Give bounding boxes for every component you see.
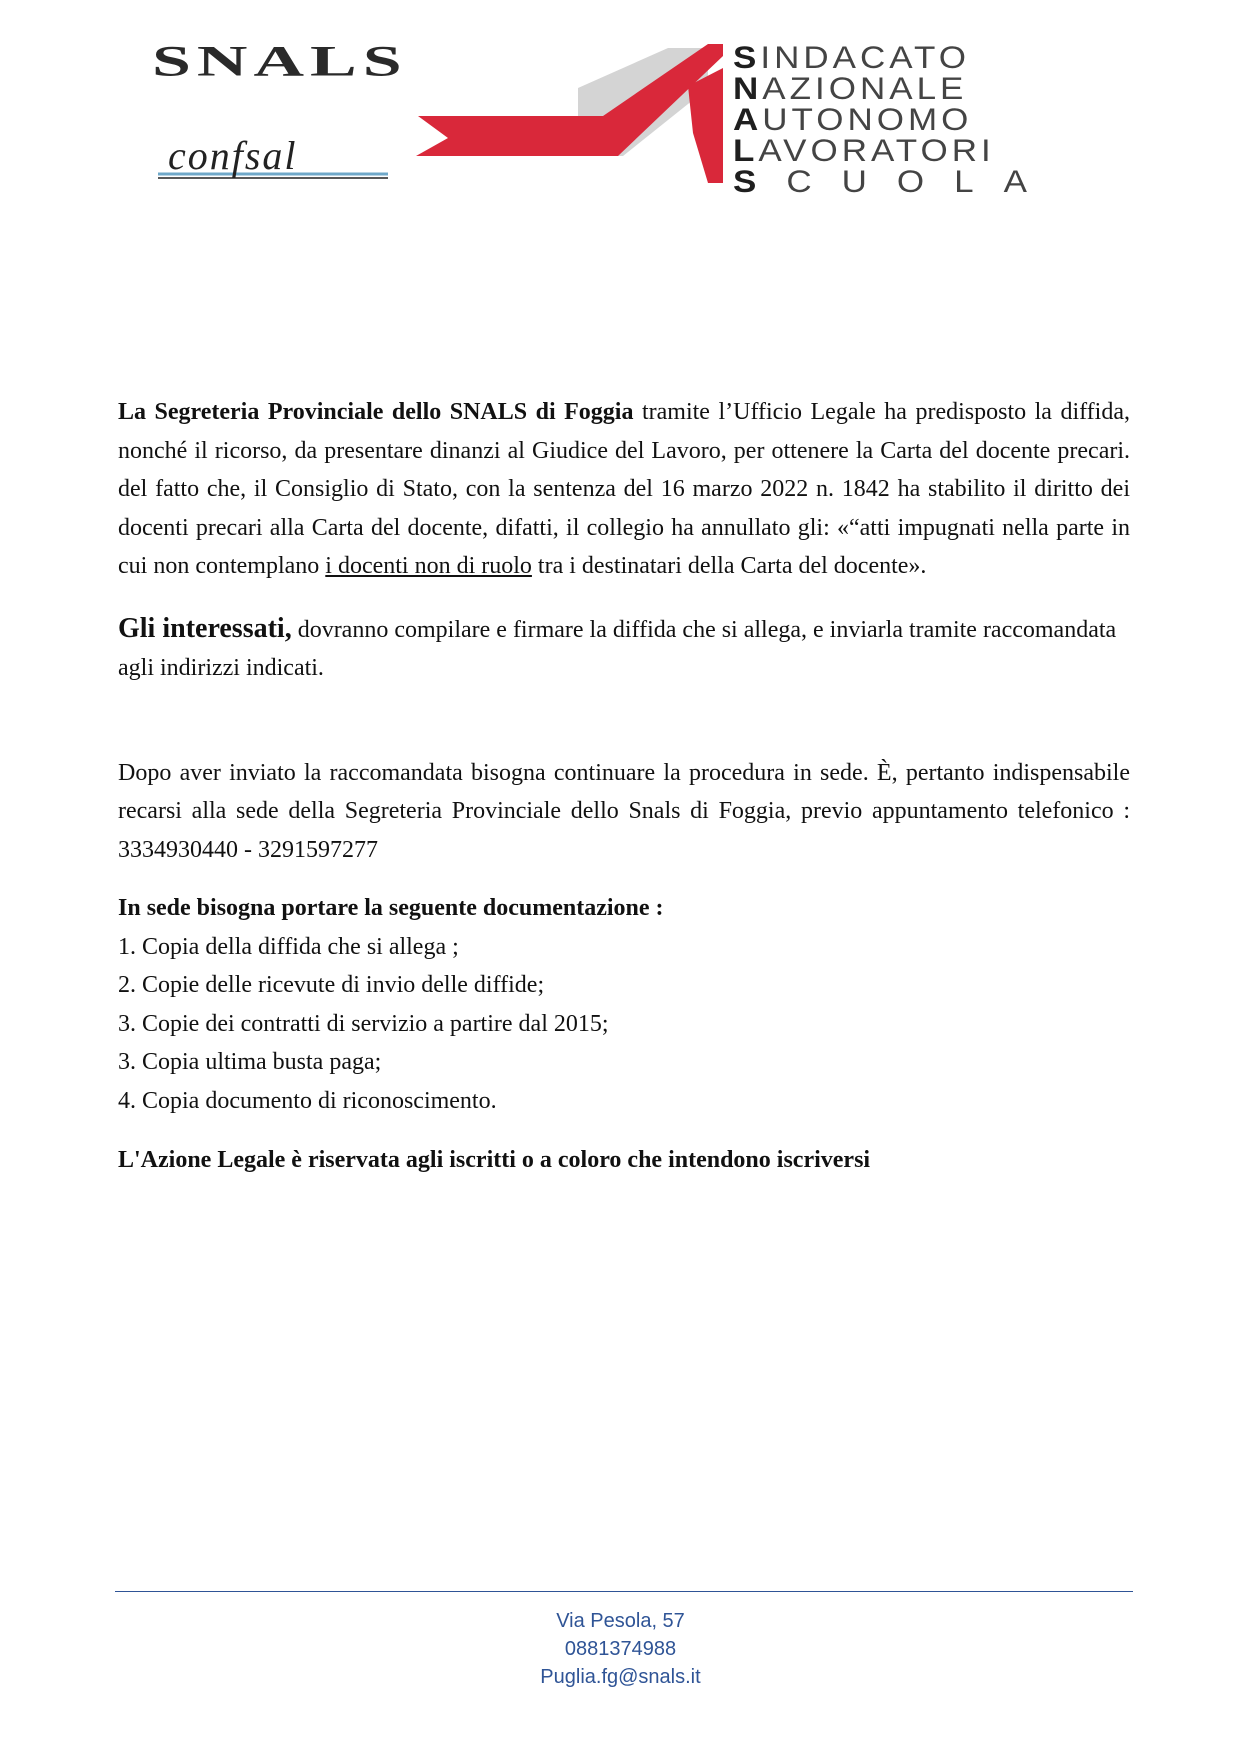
acronym-line: LAVORATORI: [733, 133, 995, 169]
interested-lead: Gli interessati,: [118, 612, 292, 644]
footer-email: Puglia.fg@snals.it: [540, 1666, 701, 1688]
acronym-line: SINDACATO: [733, 40, 970, 76]
docs-heading: In sede bisogna portare la seguente documentazione :: [118, 895, 664, 921]
intro-underlined: i docenti non di ruolo: [325, 553, 532, 579]
interested-paragraph: [118, 610, 1130, 688]
intro-bold-lead: La Segreteria Provinciale dello SNALS di Foggia: [118, 399, 634, 425]
intro-paragraph: [118, 393, 1130, 586]
footer-address: Via Pesola, 57: [556, 1610, 685, 1632]
docs-list: [118, 928, 1130, 1121]
logo-wordmark: SNALS: [152, 37, 408, 86]
procedure-paragraph: Dopo aver inviato la raccomandata bisogna continuare la procedura in sede. È, pertanto indispensabile recarsi alla sede della Segreteria Provinciale dello Snals di Foggia, previo appuntamento telefonico : 3334930440 - 3291597277: [118, 759, 1130, 863]
footer: [0, 1607, 1241, 1691]
intro-text: tramite l’Ufficio Legale ha predisposto la diffida, nonché il ricorso, da presentare dinanzi al Giudice del Lavoro, per ottenere la Carta del docente precari. del fatto che, il Consiglio di Stato, con la sentenza del 16 marzo 2022 n. 1842 ha stabilito il diritto dei docenti precari alla Carta del docente, difatti, il collegio ha annullato gli: «“atti impugnati nella parte in cui non contemplano: [118, 399, 1130, 579]
list-item: 3. Copia ultima busta paga;: [118, 1049, 382, 1075]
logo-confsal: confsal: [168, 133, 298, 178]
logo-acronym: [733, 40, 1057, 200]
list-item: 2. Copie delle ricevute di invio delle diffide;: [118, 972, 545, 998]
footer-divider: [115, 1591, 1133, 1592]
document-body: [118, 393, 1130, 1180]
acronym-line: SCUOLA: [733, 164, 1057, 200]
acronym-line: NAZIONALE: [733, 71, 968, 107]
list-item: 1. Copia della diffida che si allega ;: [118, 933, 459, 960]
interested-text: dovranno compilare e firmare la diffida che si allega, e inviarla tramite raccomandata agli indirizzi indicati.: [118, 616, 1117, 681]
list-item: 4. Copia documento di riconoscimento.: [118, 1087, 497, 1114]
list-item: 3. Copie dei contratti di servizio a partire dal 2015;: [118, 1010, 609, 1037]
intro-text-end: tra i destinatari della Carta del docente».: [531, 553, 927, 579]
membership-notice: L'Azione Legale è riservata agli iscritti o a coloro che intendono iscriversi: [118, 1147, 871, 1173]
acronym-line: AUTONOMO: [733, 102, 973, 138]
footer-phone: 0881374988: [564, 1638, 677, 1660]
snals-logo: [148, 37, 1088, 200]
